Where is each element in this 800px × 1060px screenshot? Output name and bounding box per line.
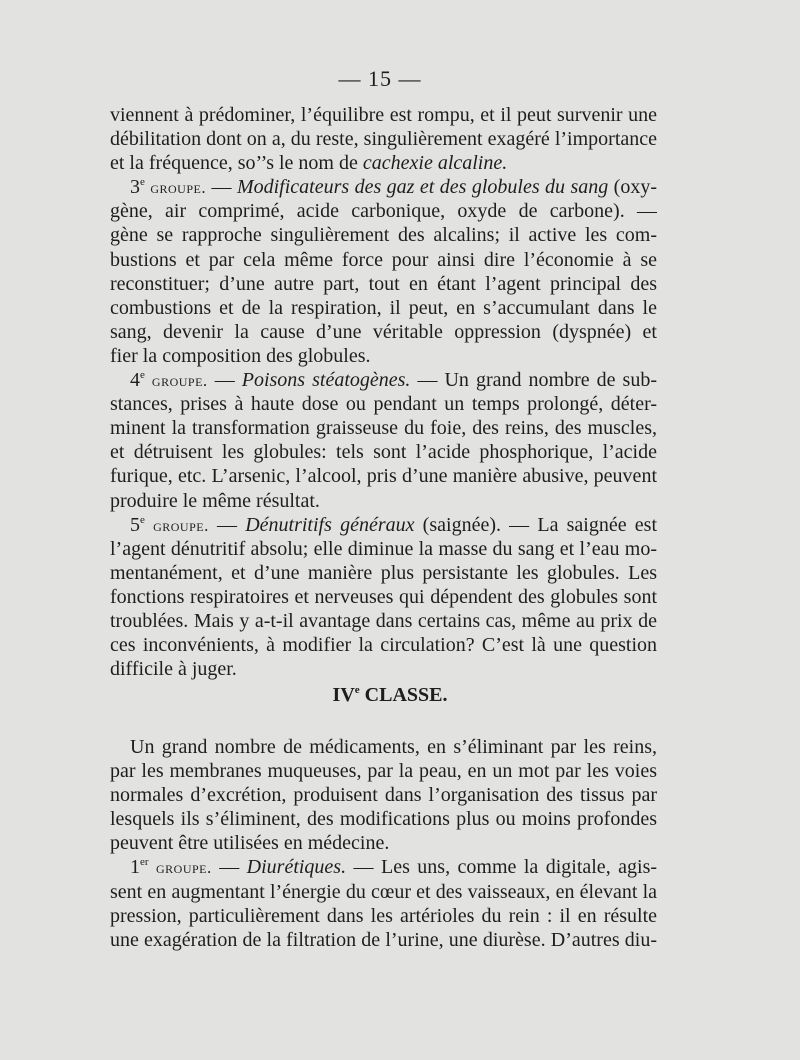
- body-text-block-1: [110, 103, 657, 681]
- italic-term: cachexie alcaline.: [362, 152, 508, 175]
- group-3-heading-line: [110, 175, 657, 199]
- group-number: 1: [130, 856, 140, 879]
- text-line: lesquels ils s’éliminent, des modifications plus ou moins profondes: [110, 808, 657, 831]
- dash: —: [207, 369, 242, 392]
- text-line: ces inconvénients, à modifier la circulation? C’est là une question: [110, 634, 657, 657]
- text-line: et détruisent les globules: tels sont l’acide phosphorique, l’acide: [110, 441, 657, 464]
- page-number: — 15 —: [338, 66, 422, 91]
- section-heading: [0, 684, 780, 707]
- class-number: IV: [332, 684, 355, 706]
- group-label: groupe.: [150, 178, 207, 198]
- group-title: Modificateurs des gaz et des globules du sang: [236, 176, 609, 199]
- text-line: l’agent dénutritif absolu; elle diminue la masse du sang et l’eau mo-: [110, 537, 657, 560]
- group-label: groupe.: [151, 371, 208, 391]
- text-segment: (saignée). — La saignée est: [414, 513, 657, 536]
- text-line: troublées. Mais y a-t-il avantage dans certains cas, même au prix de: [110, 609, 657, 632]
- text-line: stances, prises à haute dose ou pendant un temps prolongé, déter-: [110, 393, 657, 416]
- text-line: bustions et par cela même force pour ainsi dire l’économie à se: [110, 248, 657, 271]
- text-line: Un grand nombre de médicaments, en s’éliminant par les reins,: [130, 736, 657, 758]
- body-text-block-2: [110, 735, 657, 952]
- text-line: pression, particulièrement dans les artérioles du rein : il en résulte: [110, 904, 657, 927]
- text-line: sent en augmentant l’énergie du cœur et des vaisseaux, en élevant la: [110, 880, 657, 903]
- text-line: [110, 151, 657, 175]
- ordinal-suffix: e: [354, 684, 360, 696]
- text-line: peuvent être utilisées en médecine.: [110, 832, 390, 855]
- text-line: mentanément, et d’une manière plus persistante les globules. Les: [110, 561, 657, 584]
- text-segment: (oxy-: [608, 176, 657, 199]
- text-segment: — Un grand nombre de sub-: [410, 369, 657, 392]
- text-line: normales d’excrétion, produisent dans l’organisation des tissus par: [110, 784, 657, 807]
- text-segment: et la fréquence, so’’s le nom de: [110, 152, 363, 175]
- ordinal-suffix: e: [140, 176, 145, 189]
- group-number: 5: [130, 513, 140, 536]
- text-line: sang, devenir la cause d’une véritable oppression (dyspnée) et: [110, 320, 657, 343]
- text-line: furique, etc. L’arsenic, l’alcool, pris d’une manière abusive, peuvent: [110, 465, 657, 488]
- ordinal-suffix: e: [140, 369, 145, 382]
- text-line: fier la composition des globules.: [110, 344, 371, 367]
- group-number: 3: [130, 176, 140, 199]
- class-word: CLASSE.: [359, 684, 448, 706]
- text-line: par les membranes muqueuses, par la peau, en un mot par les voies: [110, 760, 657, 783]
- text-line: gène, air comprimé, acide carbonique, oxyde de carbone). —: [110, 200, 657, 223]
- text-line: une exagération de la filtration de l’urine, une diurèse. D’autres diu-: [110, 928, 657, 951]
- text-line: produire le même résultat.: [110, 489, 320, 512]
- text-line: viennent à prédominer, l’équilibre est rompu, et il peut survenir une: [110, 104, 657, 126]
- group-label: groupe.: [153, 515, 209, 535]
- group-number: 4: [130, 369, 140, 392]
- text-line: minent la transformation graisseuse du foie, des reins, des muscles,: [110, 417, 657, 440]
- dash: —: [206, 176, 237, 199]
- group-1-heading-line: [110, 855, 657, 879]
- text-segment: — Les uns, comme la digitale, agis-: [346, 856, 657, 879]
- dash: —: [208, 513, 246, 536]
- group-4-heading-line: [110, 368, 657, 392]
- ordinal-suffix: e: [140, 513, 145, 526]
- ordinal-suffix: er: [140, 856, 149, 869]
- group-title: Diurétiques.: [246, 856, 347, 879]
- dash: —: [211, 856, 247, 879]
- group-title: Dénutritifs généraux: [245, 513, 415, 536]
- text-line: reconstituer; d’une autre part, tout en étant l’agent principal des: [110, 272, 657, 295]
- text-line: difficile à juger.: [110, 658, 237, 681]
- group-label: groupe.: [156, 858, 212, 878]
- text-line: fonctions respiratoires et nerveuses qui dépendent des globules sont: [110, 585, 657, 608]
- text-line: débilitation dont on a, du reste, singulièrement exagéré l’importance: [110, 128, 657, 151]
- group-5-heading-line: [110, 513, 657, 537]
- text-line: gène se rapproche singulièrement des alcalins; il active les com-: [110, 224, 657, 247]
- group-title: Poisons stéatogènes.: [241, 369, 411, 392]
- text-line: combustions et de la respiration, il peut, en s’accumulant dans le: [110, 296, 657, 319]
